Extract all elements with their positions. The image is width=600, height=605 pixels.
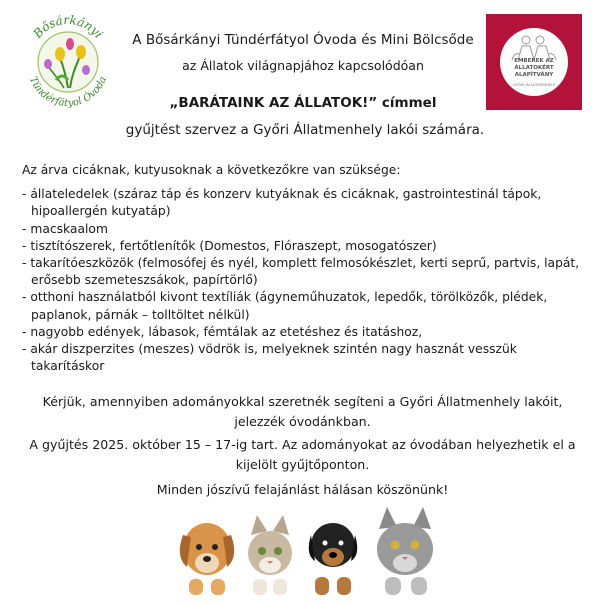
header-occasion: az Állatok világnapjához kapcsolódóan [182, 58, 424, 73]
kindergarten-logo [20, 8, 116, 108]
fairy-flower-emblem-icon [20, 8, 116, 108]
list-item: - nagyobb edények, lábasok, fémtálak az etetéshez és itatáshoz, [22, 324, 423, 339]
logo-right-line3: ALAPÍTVÁNY [514, 72, 554, 78]
logo-right-subline: GYŐRI ÁLLATMENHELY [512, 82, 556, 87]
list-item: - tisztítószerek, fertőtlenítők (Domestos, Flóraszept, mosogatószer) [22, 238, 437, 253]
list-item: - akár diszperzites (meszes) vödrök is, melyeknek szintén nagy hasznát vesszük takarításkor [22, 342, 517, 374]
header-organizer: A Bősárkányi Tündérfátyol Óvoda és Mini Bölcsőde [132, 32, 474, 48]
list-item: - macskaalom [22, 221, 108, 236]
list-item: - takarítóeszközök (felmosófej és nyél, komplett felmosókészlet, kerti seprű, partvis, lapát, erősebb szemeteszsákok, papírtörlő) [22, 256, 580, 288]
campaign-title [118, 95, 488, 111]
logo-right-text [500, 58, 568, 79]
pets-illustration [165, 505, 450, 597]
black-puppy-icon [309, 523, 358, 595]
thanks-paragraph: Minden jószívű felajánlást hálásan köszönünk! [156, 482, 449, 497]
request-paragraph: Kérjük, amennyiben adományokkal szeretnék segíteni a Győri Állatmenhely lakóit, jelezzék óvodánkban. [42, 394, 563, 429]
shelter-foundation-logo [486, 14, 582, 110]
grey-cat-icon [377, 507, 433, 595]
dogs-cats-peeking-icon [165, 505, 450, 597]
needs-intro: Az árva cicáknak, kutyusoknak a következőkre van szüksége: [22, 163, 401, 177]
logo-arc-bottom-text: Tündérfátyol Óvoda [26, 75, 109, 108]
header-purpose: gyűjtést szervez a Győri Állatmenhely lakói számára. [125, 122, 485, 138]
logo-arc-top-text: Bősárkányi [30, 12, 106, 41]
tabby-cat-icon [248, 515, 292, 595]
logo-right-line1: EMBEREK AZ [514, 58, 554, 64]
list-item: - állateledelek (száraz táp és konzerv kutyáknak és cicáknak, gastrointestinál tápok, hipoallergén kutyatáp) [22, 187, 542, 219]
list-item: - otthoni használatból kivont textíliák (ágyneműhuzatok, lepedők, törölközők, plédek, paplanok, párnák – tolltöltet nélkül) [22, 290, 548, 322]
logo-circle [500, 28, 568, 96]
needs-list [22, 162, 587, 375]
campaign-title-suffix: címmel [377, 95, 437, 111]
tan-puppy-icon [180, 523, 234, 595]
dates-paragraph: A gyűjtés 2025. október 15 – 17-ig tart. Az adományokat az óvodában helyezhetik el a kijelölt gyűjtőponton. [29, 437, 576, 472]
campaign-title-text: „BARÁTAINK AZ ÁLLATOK!” [169, 95, 378, 111]
logo-right-line2: ÁLLATOKÉRT [514, 65, 554, 71]
